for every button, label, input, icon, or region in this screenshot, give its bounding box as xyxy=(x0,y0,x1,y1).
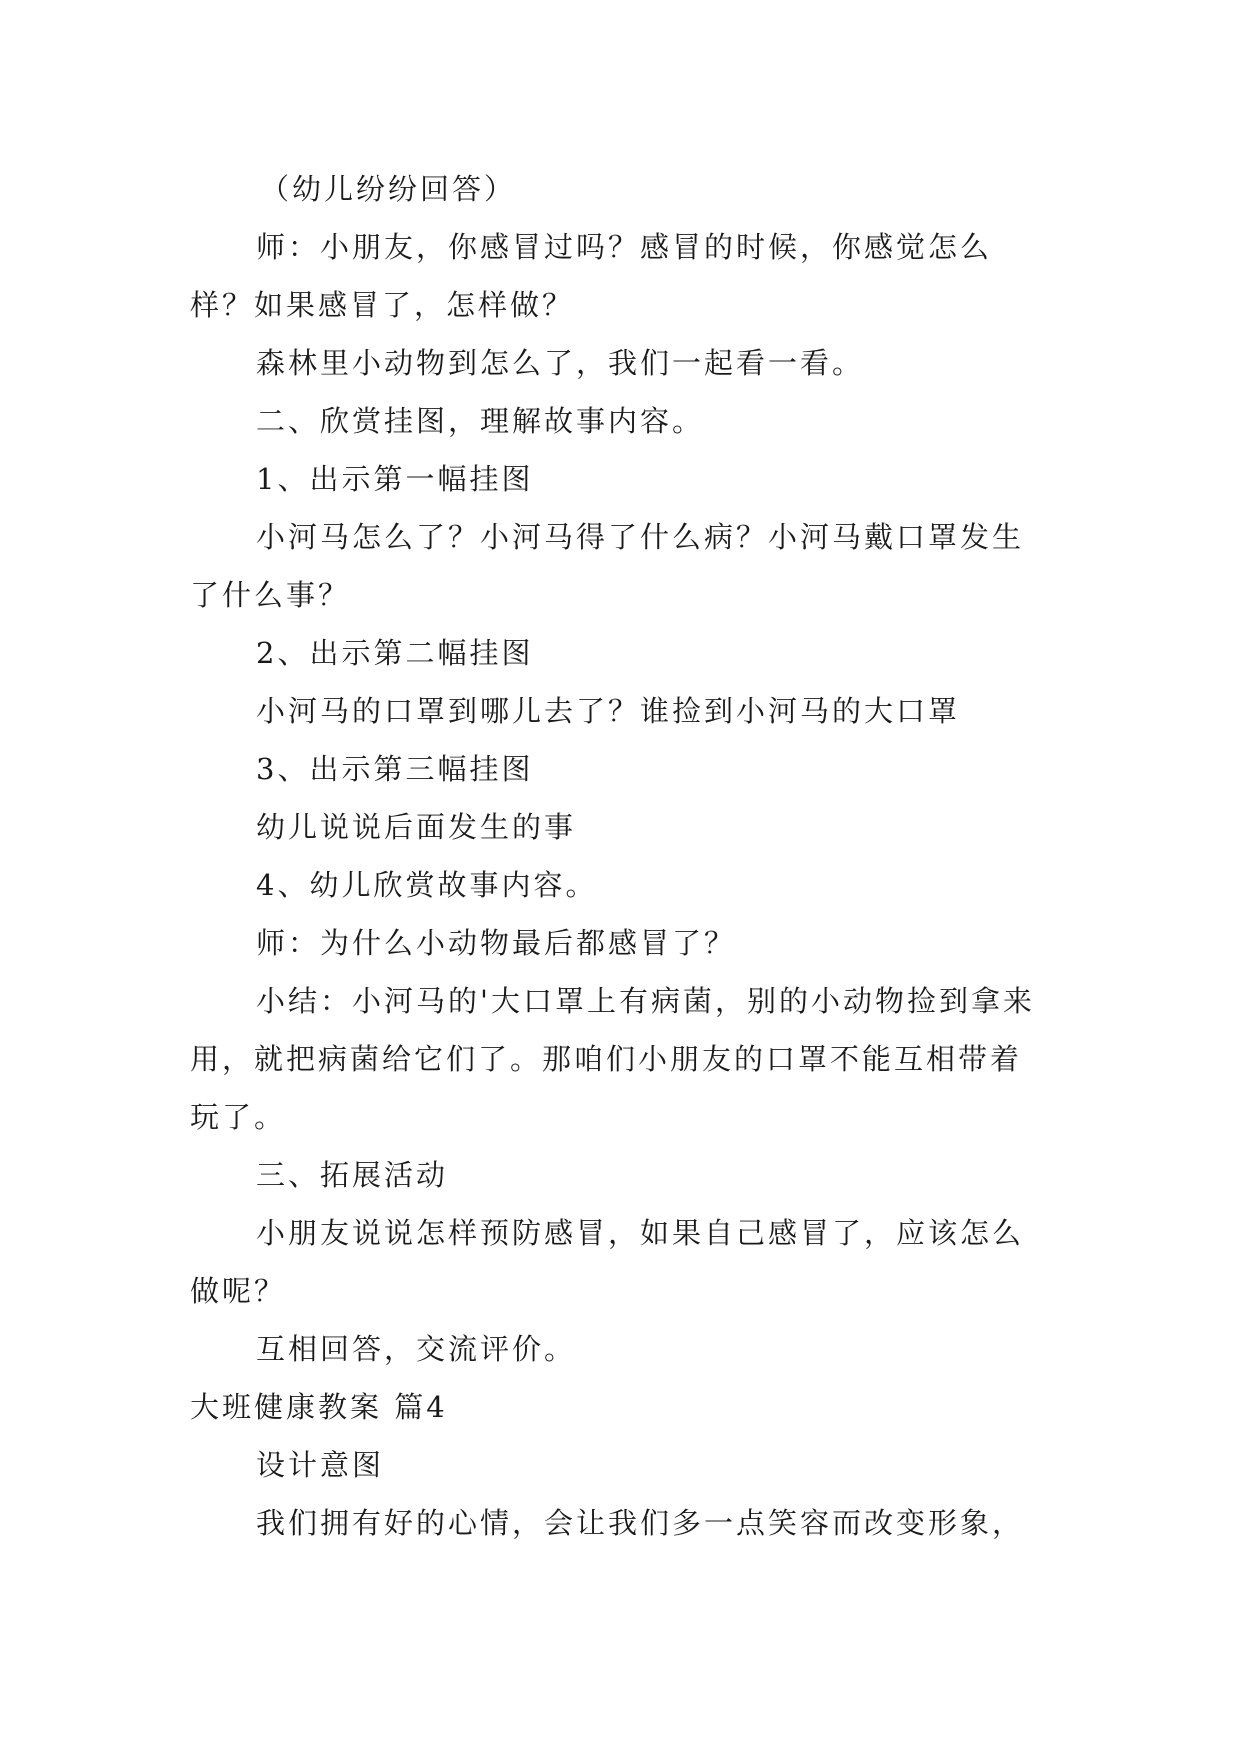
paragraph: 森林里小动物到怎么了，我们一起看一看。 xyxy=(256,346,865,380)
paragraph: 幼儿说说后面发生的事 xyxy=(256,810,577,844)
section-heading: 大班健康教案 篇4 xyxy=(190,1390,448,1424)
paragraph: 师：为什么小动物最后都感冒了？ xyxy=(256,926,737,960)
paragraph: （幼儿纷纷回答） xyxy=(260,172,517,206)
paragraph: 小河马的口罩到哪儿去了？谁捡到小河马的大口罩 xyxy=(256,694,961,728)
paragraph: 4、幼儿欣赏故事内容。 xyxy=(256,868,598,902)
paragraph: 互相回答，交流评价。 xyxy=(256,1332,577,1366)
paragraph: 设计意图 xyxy=(256,1448,385,1482)
paragraph: 小朋友说说怎样预防感冒，如果自己感冒了，应该怎么做呢？ xyxy=(190,1216,1025,1308)
paragraph: 3、出示第三幅挂图 xyxy=(256,752,534,786)
paragraph: 2、出示第二幅挂图 xyxy=(256,636,534,670)
paragraph: 小结：小河马的'大口罩上有病菌，别的小动物捡到拿来用，就把病菌给它们了。那咱们小朋友的口罩不能互相带着玩了。 xyxy=(190,984,1035,1134)
paragraph: 小河马怎么了？小河马得了什么病？小河马戴口罩发生了什么事？ xyxy=(190,520,1025,612)
paragraph: 师：小朋友，你感冒过吗？感冒的时候，你感觉怎么样？如果感冒了，怎样做？ xyxy=(190,230,993,322)
paragraph: 二、欣赏挂图，理解故事内容。 xyxy=(256,404,705,438)
document-body xyxy=(190,160,1050,1552)
paragraph: 我们拥有好的心情，会让我们多一点笑容而改变形象， xyxy=(256,1506,1025,1540)
paragraph: 1、出示第一幅挂图 xyxy=(256,462,534,496)
paragraph: 三、拓展活动 xyxy=(256,1158,449,1192)
